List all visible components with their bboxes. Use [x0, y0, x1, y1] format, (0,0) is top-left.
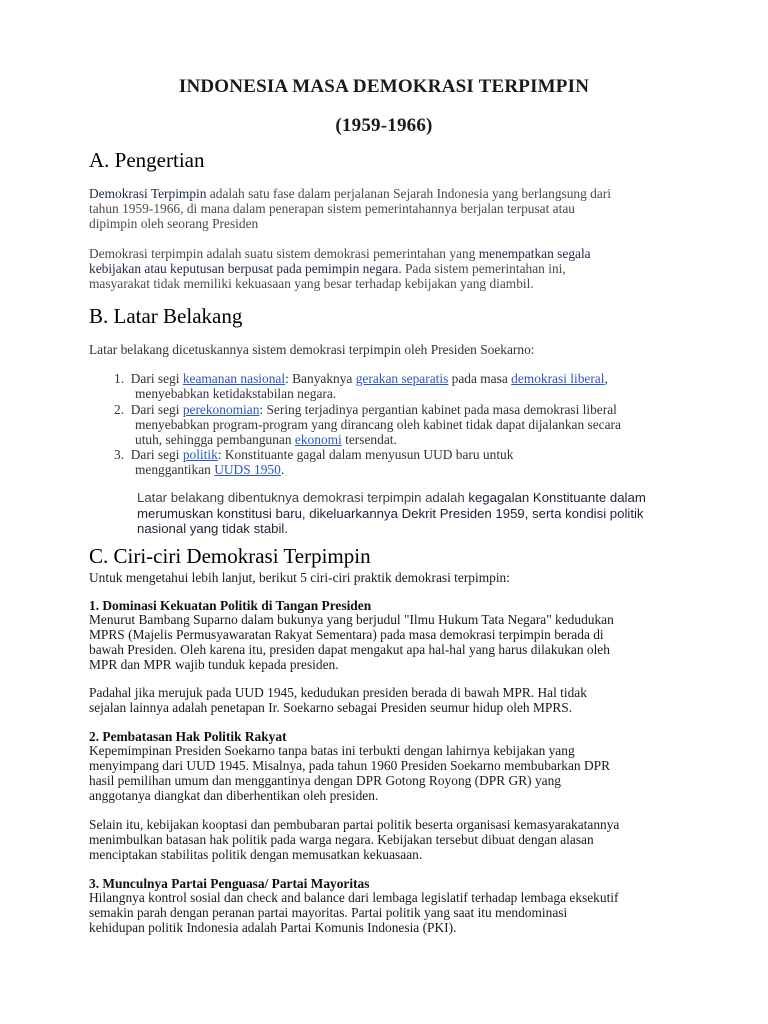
subsection-1-title: 1. Dominasi Kekuatan Politik di Tangan Presiden — [89, 598, 372, 613]
text: pada masa — [448, 371, 512, 386]
subsection-2-paragraph-2 — [89, 817, 689, 862]
section-a-paragraph-1 — [89, 186, 689, 231]
text: kehidupan politik Indonesia adalah Partai Komunis Indonesia (PKI). — [89, 920, 457, 935]
subsection-1-paragraph-1 — [89, 612, 689, 672]
term-demokrasi-terpimpin: Demokrasi Terpimpin — [89, 186, 207, 201]
document-title: INDONESIA MASA DEMOKRASI TERPIMPIN — [178, 76, 590, 97]
text: hasil pemilihan umum dan menggantinya dengan DPR Gotong Royong (DPR GR) yang — [89, 773, 561, 788]
subsection-2-paragraph-1 — [89, 743, 689, 803]
text: Dari segi — [130, 447, 183, 462]
link-politik[interactable]: politik — [182, 447, 218, 462]
list-number: 3. — [114, 447, 125, 462]
text: : Sering terjadinya pergantian kabinet pada masa demokrasi liberal — [259, 402, 617, 417]
section-c-intro: Untuk mengetahui lebih lanjut, berikut 5 ciri-ciri praktik demokrasi terpimpin: — [89, 570, 510, 585]
text: : Konstituante gagal dalam menyusun UUD baru untuk — [217, 447, 514, 462]
text: Menurut Bambang Suparno dalam bukunya yang berjudul "Ilmu Hukum Tata Negara" kedudukan — [89, 612, 614, 627]
text: , — [604, 371, 608, 386]
emphasis-text: merumuskan konstitusi baru, dikeluarkannya Dekrit Presiden 1959, serta kondisi politik — [137, 505, 644, 521]
text: menyimpang dari UUD 1945. Misalnya, pada tahun 1960 Presiden Soekarno membubarkan DPR — [89, 758, 611, 773]
emphasis-text: menempatkan segala — [478, 246, 591, 261]
text: semakin parah dengan peranan partai mayoritas. Partai politik yang saat itu mendominasi — [89, 905, 568, 920]
text: MPR dan MPR wajib tunduk kepada presiden. — [89, 657, 339, 672]
text: . Pada sistem pemerintahan ini, — [398, 261, 566, 276]
text: menggantikan — [135, 462, 215, 477]
link-demokrasi-liberal[interactable]: demokrasi liberal — [511, 371, 605, 386]
emphasis-text: kebijakan atau keputusan berpusat pada pemimpin negara — [89, 261, 399, 276]
list-item — [114, 371, 608, 386]
document-subtitle-years: (1959-1966) — [335, 115, 433, 136]
text: MPRS (Majelis Permusyawaratan Rakyat Sementara) pada masa demokrasi terpimpin berada di — [89, 627, 604, 642]
text: Kepemimpinan Presiden Soekarno tanpa batas ini terbukti dengan lahirnya kebijakan yang — [89, 743, 575, 758]
text: menimbulkan batasan hak politik pada warga negara. Kebijakan tersebut dibuat dengan alasan — [89, 832, 594, 847]
text: anggotanya diangkat dan diberhentikan oleh presiden. — [89, 788, 379, 803]
text: tahun 1959-1966, di mana dalam penerapan sistem pemerintahannya berjalan terpusat atau — [89, 201, 575, 216]
link-uuds-1950[interactable]: UUDS 1950 — [214, 462, 281, 477]
list-item — [114, 402, 617, 417]
list-item — [114, 447, 513, 462]
subsection-1-paragraph-2 — [89, 685, 689, 715]
text: masyarakat tidak memiliki kekuasaan yang besar terhadap kebijakan yang diambil. — [89, 276, 534, 291]
section-b-note — [137, 490, 697, 537]
emphasis-text: nasional yang tidak stabil. — [137, 521, 289, 536]
link-perekonomian[interactable]: perekonomian — [182, 402, 260, 417]
list-item-continuation — [135, 462, 284, 477]
subsection-2-title: 2. Pembatasan Hak Politik Rakyat — [89, 729, 287, 744]
text: utuh, sehingga pembangunan — [135, 432, 295, 447]
subsection-3-title: 3. Munculnya Partai Penguasa/ Partai Mayoritas — [89, 876, 370, 891]
section-a-paragraph-2 — [89, 246, 689, 291]
text: sejalan lainnya adalah penetapan Ir. Soekarno sebagai Presiden seumur hidup oleh MPRS. — [89, 700, 573, 715]
text: : Banyaknya — [285, 371, 356, 386]
text: . — [280, 462, 285, 477]
link-keamanan-nasional[interactable]: keamanan nasional — [182, 371, 286, 386]
text: Selain itu, kebijakan kooptasi dan pembubaran partai politik beserta organisasi kemasyarakatannya — [89, 817, 620, 832]
list-item-continuation — [135, 432, 397, 447]
link-gerakan-separatis[interactable]: gerakan separatis — [355, 371, 449, 386]
section-c-heading: C. Ciri-ciri Demokrasi Terpimpin — [89, 544, 371, 568]
section-b-intro: Latar belakang dicetuskannya sistem demokrasi terpimpin oleh Presiden Soekarno: — [89, 342, 535, 357]
link-ekonomi[interactable]: ekonomi — [294, 432, 342, 447]
list-number: 2. — [114, 402, 125, 417]
text: adalah satu fase dalam perjalanan Sejarah Indonesia yang berlangsung dari — [206, 186, 611, 201]
text: tersendat. — [341, 432, 397, 447]
text: menciptakan stabilitas politik dengan memusatkan kekuasaan. — [89, 847, 423, 862]
emphasis-text: kegagalan Konstituante dalam — [468, 490, 646, 505]
text: Demokrasi terpimpin adalah suatu sistem demokrasi pemerintahan yang — [89, 246, 479, 261]
text: dipimpin oleh seorang Presiden — [89, 216, 259, 231]
text: bawah Presiden. Oleh karena itu, presiden dapat mengakut apa hal-hal yang harus dilakukan oleh — [89, 642, 610, 657]
list-number: 1. — [114, 371, 125, 386]
list-item-continuation: menyebabkan ketidakstabilan negara. — [135, 386, 337, 401]
text: Latar belakang dibentuknya demokrasi terpimpin adalah — [137, 490, 469, 505]
text: Padahal jika merujuk pada UUD 1945, kedudukan presiden berada di bawah MPR. Hal tidak — [89, 685, 587, 700]
subsection-3-paragraph-1 — [89, 890, 689, 935]
list-item-continuation: menyebabkan program-program yang dirancang oleh kabinet tidak dapat dijalankan secara — [135, 417, 621, 432]
text: Dari segi — [130, 371, 183, 386]
section-a-heading: A. Pengertian — [89, 148, 205, 172]
text: Hilangnya kontrol sosial dan check and balance dari lembaga legislatif terhadap lembaga eksekutif — [89, 890, 619, 905]
text: Dari segi — [130, 402, 183, 417]
section-b-heading: B. Latar Belakang — [89, 304, 243, 328]
